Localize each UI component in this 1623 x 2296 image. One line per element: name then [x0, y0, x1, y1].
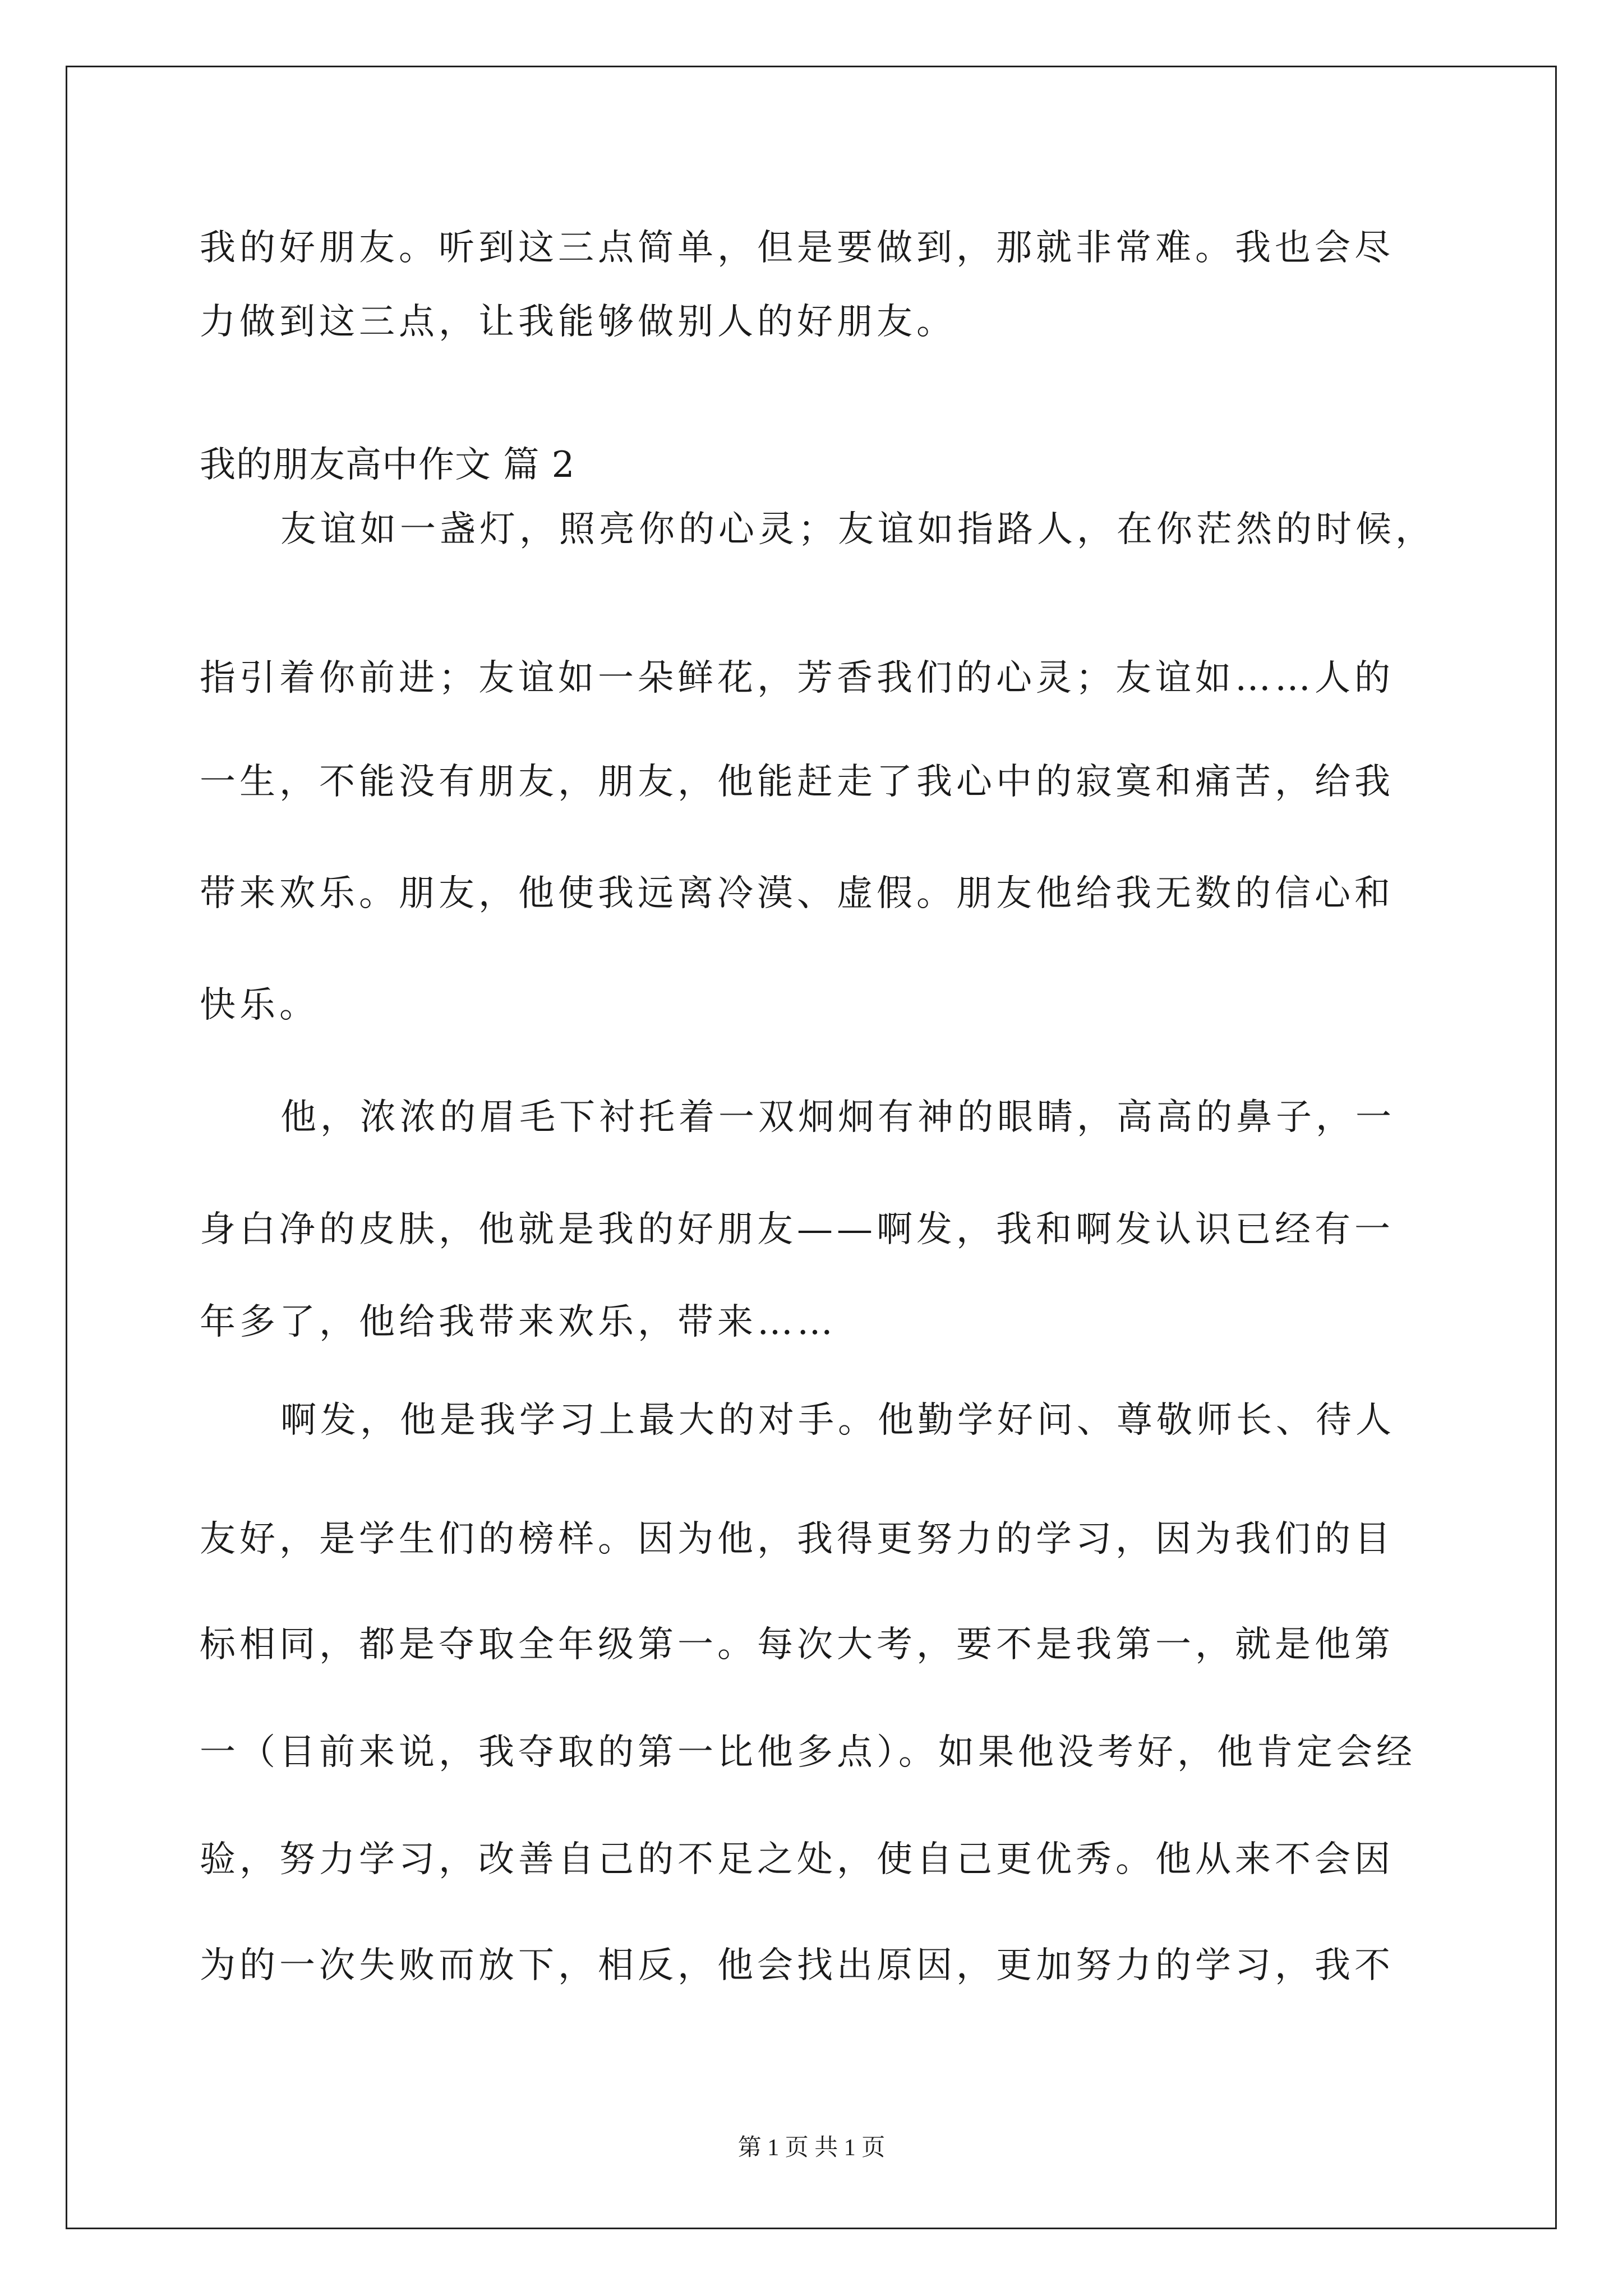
text-line: 为的一次失败而放下，相反，他会找出原因，更加努力的学习，我不: [200, 1945, 1394, 1986]
text-line: 带来欢乐。朋友，他使我远离冷漠、虚假。朋友他给我无数的信心和: [200, 873, 1394, 914]
section-heading: 我的朋友高中作文 篇 2: [200, 444, 575, 486]
text-line: 年多了，他给我带来欢乐，带来……: [200, 1301, 837, 1343]
text-line: 身白净的皮肤，他就是我的好朋友——啊发，我和啊发认识已经有一: [200, 1209, 1394, 1250]
text-line: 友好，是学生们的榜样。因为他，我得更努力的学习，因为我们的目: [200, 1519, 1394, 1560]
text-line: 力做到这三点，让我能够做别人的好朋友。: [200, 301, 956, 343]
text-line: 他，浓浓的眉毛下衬托着一双炯炯有神的眼睛，高高的鼻子，一: [280, 1097, 1395, 1138]
text-line: 友谊如一盏灯，照亮你的心灵；友谊如指路人，在你茫然的时候，: [280, 509, 1435, 550]
text-line: 验，努力学习，改善自己的不足之处，使自己更优秀。他从来不会因: [200, 1839, 1394, 1880]
page-number: 第 1 页 共 1 页: [737, 2135, 886, 2161]
text-line: 啊发，他是我学习上最大的对手。他勤学好问、尊敬师长、待人: [280, 1400, 1395, 1441]
text-line: 我的好朋友。听到这三点简单，但是要做到，那就非常难。我也会尽: [200, 227, 1394, 269]
page-border: [66, 66, 1557, 2229]
text-line: 一（目前来说，我夺取的第一比他多点）。如果他没考好，他肯定会经: [200, 1732, 1416, 1773]
text-line: 标相同，都是夺取全年级第一。每次大考，要不是我第一，就是他第: [200, 1624, 1394, 1665]
text-line: 一生，不能没有朋友，朋友，他能赶走了我心中的寂寞和痛苦，给我: [200, 761, 1394, 803]
text-line: 快乐。: [200, 984, 319, 1026]
text-line: 指引着你前进；友谊如一朵鲜花，芳香我们的心灵；友谊如……人的: [200, 657, 1394, 699]
